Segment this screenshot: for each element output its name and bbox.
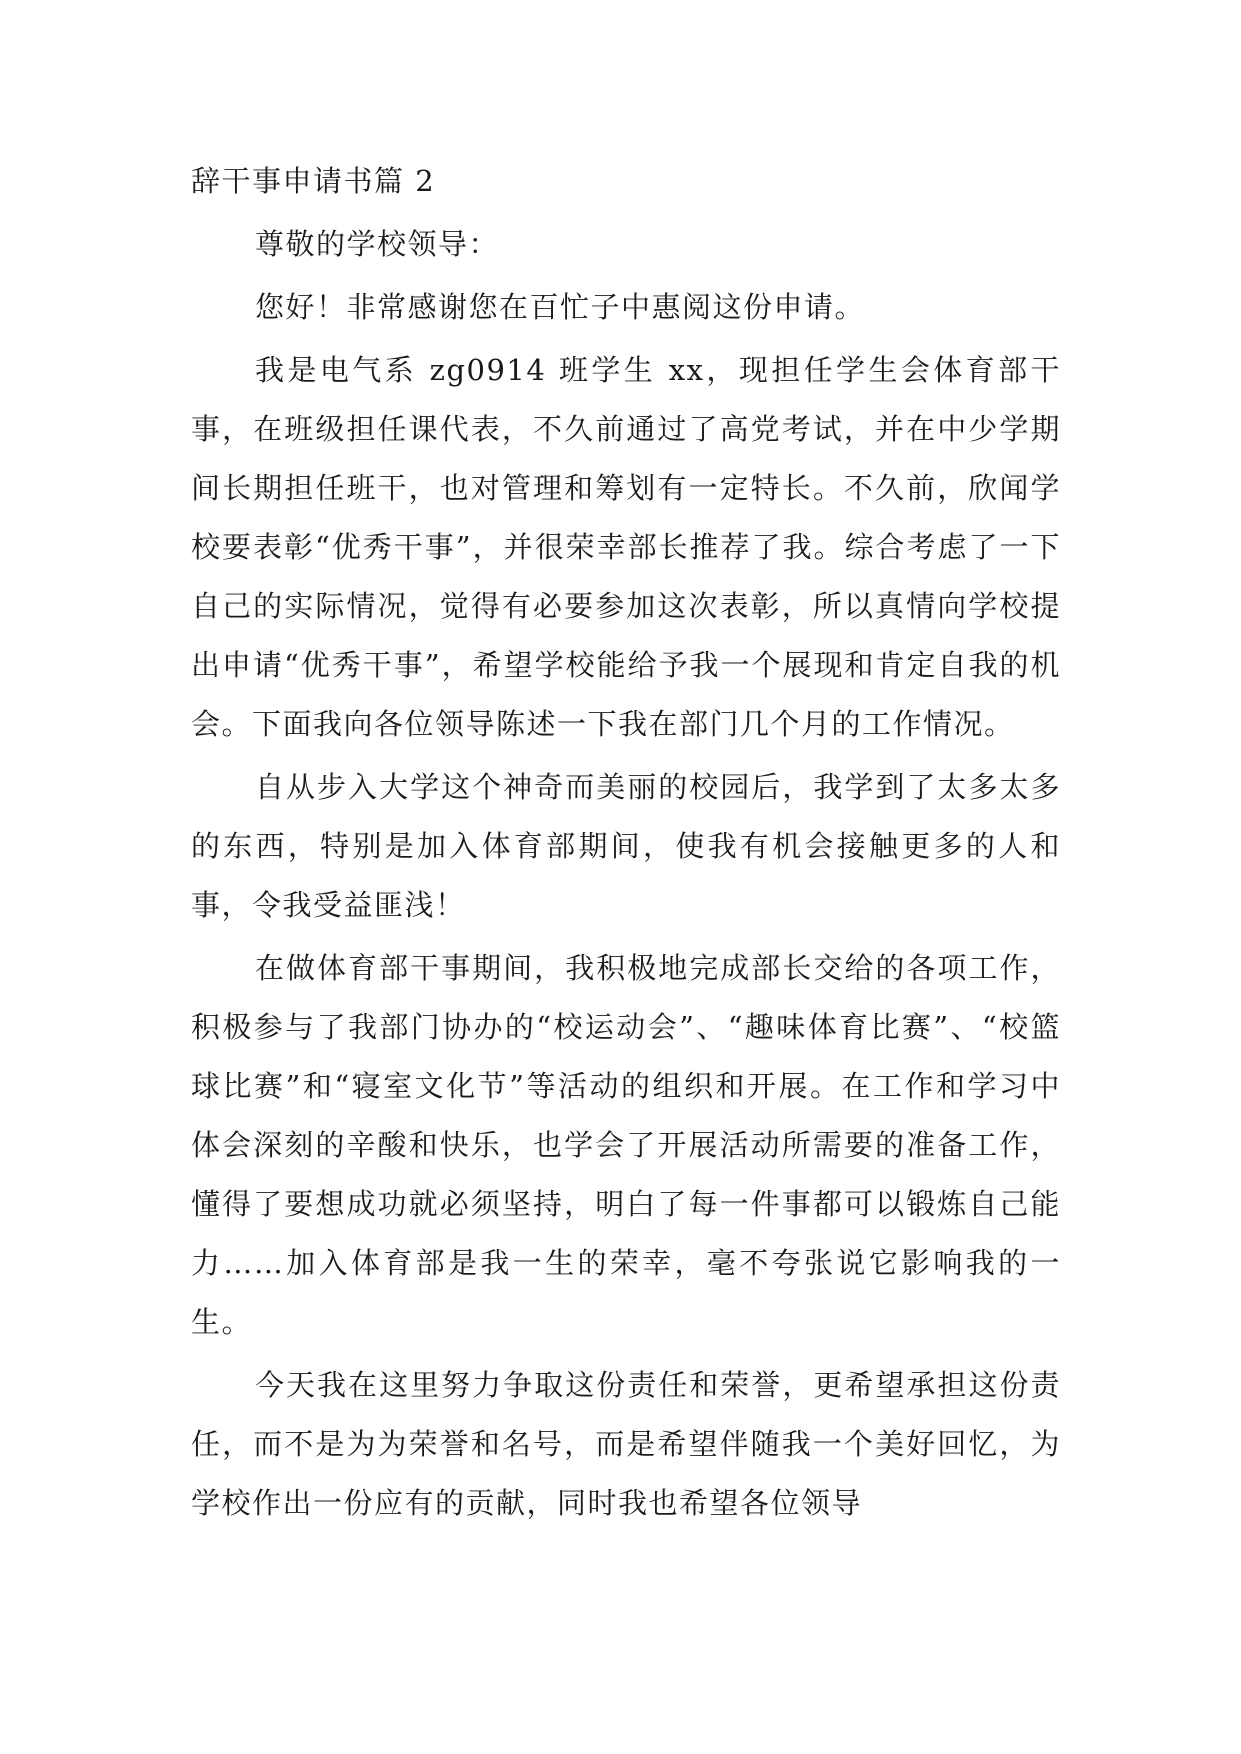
salutation: 尊敬的学校领导： [255, 227, 500, 261]
greeting-paragraph: 您好！非常感谢您在百忙子中惠阅这份申请。 [255, 290, 866, 324]
document-body [191, 152, 1061, 1537]
work-experience-paragraph: 在做体育部干事期间，我积极地完成部长交给的各项工作，积极参与了我部门协办的“校运动会”、“趣味体育比赛”、“校篮球比赛”和“寝室文化节”等活动的组织和开展。在工作和学习中体会深刻的辛酸和快乐，也学会了开展活动所需要的准备工作，懂得了要想成功就必须坚持，明白了每一件事都可以锻炼自己能力……加入体育部是我一生的荣幸，毫不夸张说它影响我的一生。 [191, 951, 1061, 1339]
closing-paragraph: 今天我在这里努力争取这份责任和荣誉，更希望承担这份责任，而不是为为荣誉和名号，而是希望伴随我一个美好回忆，为学校作出一份应有的贡献，同时我也希望各位领导 [191, 1368, 1061, 1520]
university-experience-paragraph: 自从步入大学这个神奇而美丽的校园后，我学到了太多太多的东西，特别是加入体育部期间，使我有机会接触更多的人和事，令我受益匪浅！ [191, 770, 1061, 922]
document-title: 辞干事申请书篇 2 [191, 164, 436, 198]
introduction-paragraph: 我是电气系 zg0914 班学生 xx，现担任学生会体育部干事，在班级担任课代表，不久前通过了高党考试，并在中少学期间长期担任班干，也对管理和筹划有一定特长。不久前，欣闻学校要表彰“优秀干事”，并很荣幸部长推荐了我。综合考虑了一下自己的实际情况，觉得有必要参加这次表彰，所以真情向学校提出申请“优秀干事”，希望学校能给予我一个展现和肯定自我的机会。下面我向各位领导陈述一下我在部门几个月的工作情况。 [191, 353, 1061, 741]
